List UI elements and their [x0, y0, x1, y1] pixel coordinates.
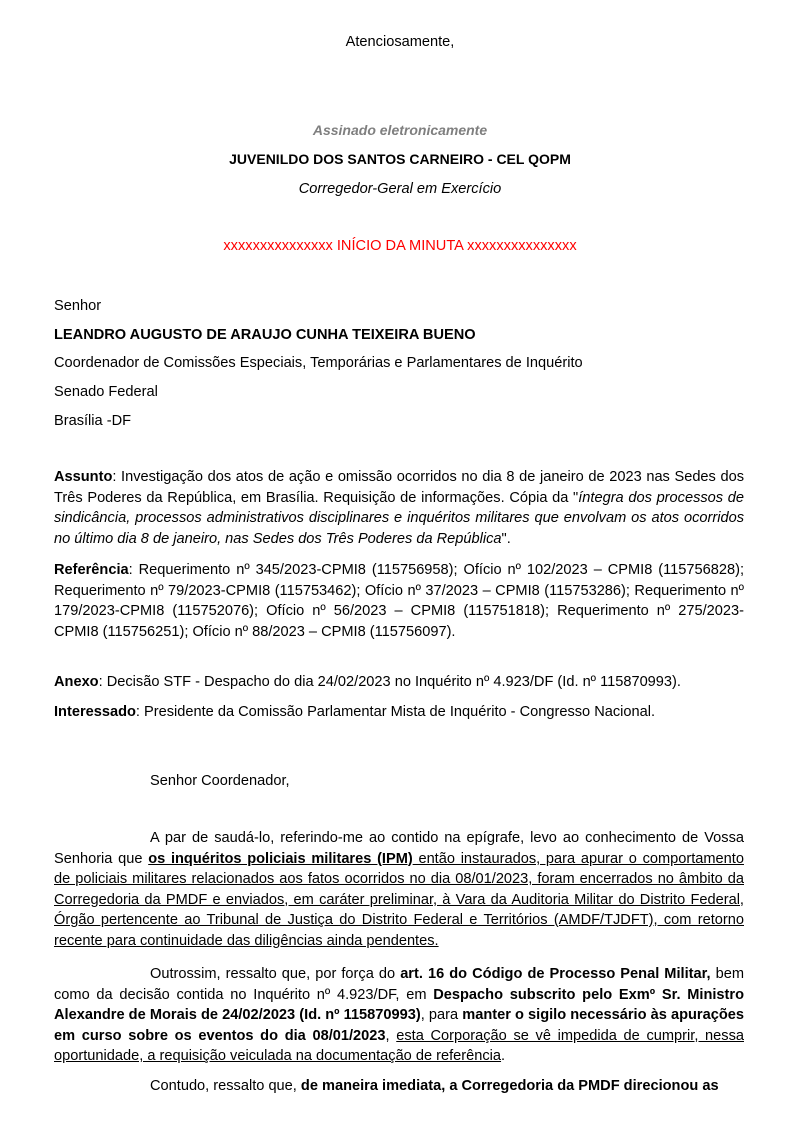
anexo-text: : Decisão STF - Despacho do dia 24/02/2023 no Inquérito nº 4.923/DF (Id. nº 115870993).: [98, 674, 681, 690]
p2-impedida: esta Corporação se vê impedida de cumprir, nessa oportunidade, a requisição veiculada na documentação de referência: [54, 1027, 744, 1064]
p1-intro: A par de saudá-lo, referindo-me ao contido na epígrafe, levo ao conhecimento de Vossa Senhoria que: [54, 830, 744, 867]
paragraph-3: [54, 1076, 744, 1098]
assunto-text: : Investigação dos atos de ação e omissão ocorridos no dia 8 de janeiro de 2023 nas Sedes dos Três Poderes da República, em Brasília. Requisição de informações. Cópia da ": [54, 469, 744, 506]
anexo-label: Anexo: [54, 674, 99, 690]
recipient-salutation: Senhor: [54, 298, 102, 314]
recipient-role: Coordenador de Comissões Especiais, Temporárias e Parlamentares de Inquérito: [54, 355, 583, 371]
interessado-text: : Presidente da Comissão Parlamentar Mista de Inquérito - Congresso Nacional.: [135, 704, 656, 720]
interessado-block: [54, 704, 655, 720]
referencia-block: [54, 560, 744, 642]
draft-marker: xxxxxxxxxxxxxxx INÍCIO DA MINUTA xxxxxxxxxxxxxxx: [223, 238, 577, 254]
p2-sigilo: manter o sigilo necessário às apurações em curso sobre os eventos do dia 08/01/2023: [54, 1007, 744, 1044]
recipient-org: Senado Federal: [54, 384, 158, 400]
p1-ipm: os inquéritos policiais militares (IPM): [148, 850, 413, 867]
interessado-label: Interessado: [54, 704, 136, 720]
greeting: Senhor Coordenador,: [150, 773, 290, 789]
recipient-city: Brasília -DF: [54, 413, 132, 429]
p2-c: bem como da decisão contida no Inquérito nº 4.923/DF, em: [54, 966, 744, 1003]
anexo-block: [54, 674, 681, 690]
p3-b: de maneira imediata, a Corregedoria da PMDF direcionou as: [300, 1078, 719, 1094]
p2-cppm: art. 16 do Código de Processo Penal Militar,: [400, 966, 711, 982]
p3-a: Contudo, ressalto que,: [150, 1078, 301, 1094]
recipient-name: LEANDRO AUGUSTO DE ARAUJO CUNHA TEIXEIRA BUENO: [54, 327, 476, 343]
assunto-block: [54, 467, 744, 549]
signed-label: Assinado eletronicamente: [312, 122, 488, 138]
referencia-label: Referência: [54, 562, 129, 578]
p2-g: ,: [385, 1027, 397, 1044]
referencia-text: : Requerimento nº 345/2023-CPMI8 (115756958); Ofício nº 102/2023 – CPMI8 (115756828); Requerimento nº 79/2023-CPMI8 (115753462); Ofício nº 37/2023 – CPMI8 (115753286); Requerimento nº 179/2023-CPMI8 (115752076); Ofício nº 56/2023 – CPMI8 (115751818); Requerimento nº 275/2023-CPMI8 (115756251); Ofício nº 88/2023 – CPMI8 (115756097).: [54, 562, 744, 640]
closing: Atenciosamente,: [345, 34, 455, 50]
p2-end: .: [501, 1048, 506, 1064]
p1-body: então instaurados, para apurar o comportamento de policiais militares relacionados aos fatos ocorridos no dia 08/01/2023, foram encerrados no âmbito da Corregedoria da PMDF e enviados, em caráter preliminar, à Vara da Auditoria Militar do Distrito Federal, Órgão pertencente ao Tribunal de Justiça do Distrito Federal e Territórios (AMDF/TJDFT), com retorno recente para continuidade das diligências ainda pendentes.: [54, 850, 744, 949]
assunto-quote: íntegra dos processos de sindicância, processos administrativos disciplinares e inquéritos militares que envolvam os atos ocorridos no último dia 8 de janeiro, nas Sedes dos Três Poderes da República: [54, 489, 744, 547]
paragraph-1: [54, 828, 744, 951]
p2-despacho: Despacho subscrito pelo Exmº Sr. Ministro Alexandre de Morais de 24/02/2023 (Id. nº 115870993): [54, 986, 745, 1023]
signer-name: JUVENILDO DOS SANTOS CARNEIRO - CEL QOPM: [229, 151, 571, 167]
p2-a: Outrossim, ressalto que, por força do: [150, 966, 401, 982]
p2-e: , para: [420, 1007, 463, 1023]
signer-role: Corregedor-Geral em Exercício: [298, 181, 502, 197]
assunto-end: ".: [501, 530, 511, 547]
paragraph-2: [54, 964, 744, 1067]
assunto-label: Assunto: [54, 469, 113, 485]
